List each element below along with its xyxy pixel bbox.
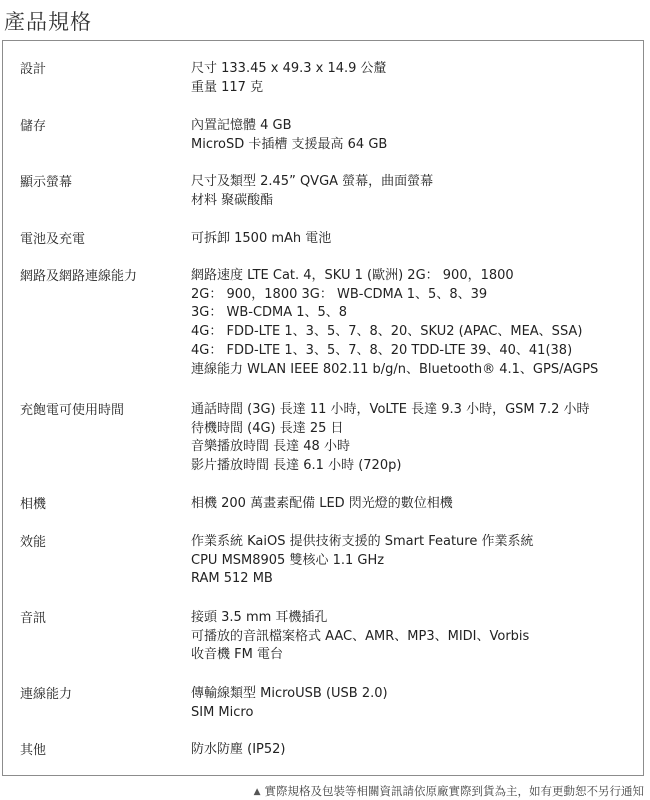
spec-values bbox=[191, 741, 641, 760]
spec-value: 影片播放時間 長達 6.1 小時 (720p) bbox=[191, 458, 402, 474]
spec-values bbox=[191, 173, 641, 210]
spec-label: 連線能力 bbox=[20, 687, 73, 702]
spec-value: CPU MSM8905 雙核心 1.1 GHz bbox=[191, 552, 385, 568]
spec-label: 其他 bbox=[20, 743, 47, 758]
triangle-up-icon: ▲ bbox=[253, 787, 261, 797]
spec-value: 3G： WB-CDMA 1、5、8 bbox=[191, 305, 348, 321]
spec-value: 待機時間 (4G) 長達 25 日 bbox=[191, 420, 344, 436]
spec-values bbox=[191, 533, 641, 589]
spec-value: 內置記憶體 4 GB bbox=[191, 118, 292, 133]
spec-label: 顯示螢幕 bbox=[20, 175, 73, 190]
spec-values bbox=[191, 401, 641, 476]
spec-value: 網路速度 LTE Cat. 4，SKU 1 (歐洲) 2G： 900，1800 bbox=[191, 268, 514, 283]
spec-value: RAM 512 MB bbox=[191, 571, 273, 587]
spec-value: 可拆卸 1500 mAh 電池 bbox=[191, 231, 332, 246]
spec-values bbox=[191, 60, 641, 97]
spec-value: 4G： FDD-LTE 1、3、5、7、8、20 TDD-LTE 39、40、41(38) bbox=[191, 342, 573, 358]
spec-values bbox=[191, 117, 641, 154]
spec-value: 材料 聚碳酸酯 bbox=[191, 192, 274, 208]
spec-values bbox=[191, 495, 641, 514]
spec-label: 效能 bbox=[20, 535, 47, 550]
spec-table bbox=[2, 40, 644, 776]
spec-label: 設計 bbox=[20, 62, 47, 77]
spec-value: 接頭 3.5 mm 耳機插孔 bbox=[191, 610, 328, 625]
spec-value: 4G： FDD-LTE 1、3、5、7、8、20、SKU2 (APAC、MEA、SSA) bbox=[191, 324, 583, 340]
spec-label: 音訊 bbox=[20, 611, 47, 626]
footnote-text: 實際規格及包裝等相關資訊請依原廠實際到貨為主，如有更動恕不另行通知 bbox=[264, 784, 644, 798]
spec-values bbox=[191, 685, 641, 722]
spec-label: 充飽電可使用時間 bbox=[20, 403, 125, 418]
footnote bbox=[254, 783, 644, 799]
page-title: 產品規格 bbox=[4, 10, 92, 34]
spec-label: 網路及網路連線能力 bbox=[20, 269, 138, 284]
spec-value: MicroSD 卡插槽 支援最高 64 GB bbox=[191, 136, 388, 152]
spec-values bbox=[191, 230, 641, 249]
spec-values bbox=[191, 609, 641, 665]
spec-value: 尺寸及類型 2.45” QVGA 螢幕，曲面螢幕 bbox=[191, 174, 434, 189]
spec-value: 可播放的音訊檔案格式 AAC、AMR、MP3、MIDI、Vorbis bbox=[191, 628, 530, 644]
spec-label: 相機 bbox=[20, 497, 47, 512]
spec-value: 連線能力 WLAN IEEE 802.11 b/g/n、Bluetooth® 4.1、GPS/AGPS bbox=[191, 361, 599, 377]
spec-value: 尺寸 133.45 x 49.3 x 14.9 公釐 bbox=[191, 61, 387, 76]
spec-value: 相機 200 萬畫素配備 LED 閃光燈的數位相機 bbox=[191, 496, 453, 511]
spec-value: 2G： 900，1800 3G： WB-CDMA 1、5、8、39 bbox=[191, 286, 488, 302]
spec-value: SIM Micro bbox=[191, 704, 254, 720]
spec-value: 作業系統 KaiOS 提供技術支援的 Smart Feature 作業系統 bbox=[191, 534, 534, 549]
spec-label: 電池及充電 bbox=[20, 232, 86, 247]
spec-value: 防水防塵 (IP52) bbox=[191, 742, 286, 757]
spec-value: 傳輸線類型 MicroUSB (USB 2.0) bbox=[191, 686, 388, 701]
spec-value: 重量 117 克 bbox=[191, 79, 264, 95]
spec-values bbox=[191, 267, 641, 379]
spec-label: 儲存 bbox=[20, 119, 47, 134]
spec-value: 收音機 FM 電台 bbox=[191, 647, 283, 663]
spec-value: 音樂播放時間 長達 48 小時 bbox=[191, 439, 350, 455]
spec-value: 通話時間 (3G) 長達 11 小時，VoLTE 長達 9.3 小時，GSM 7.2 小時 bbox=[191, 402, 590, 417]
